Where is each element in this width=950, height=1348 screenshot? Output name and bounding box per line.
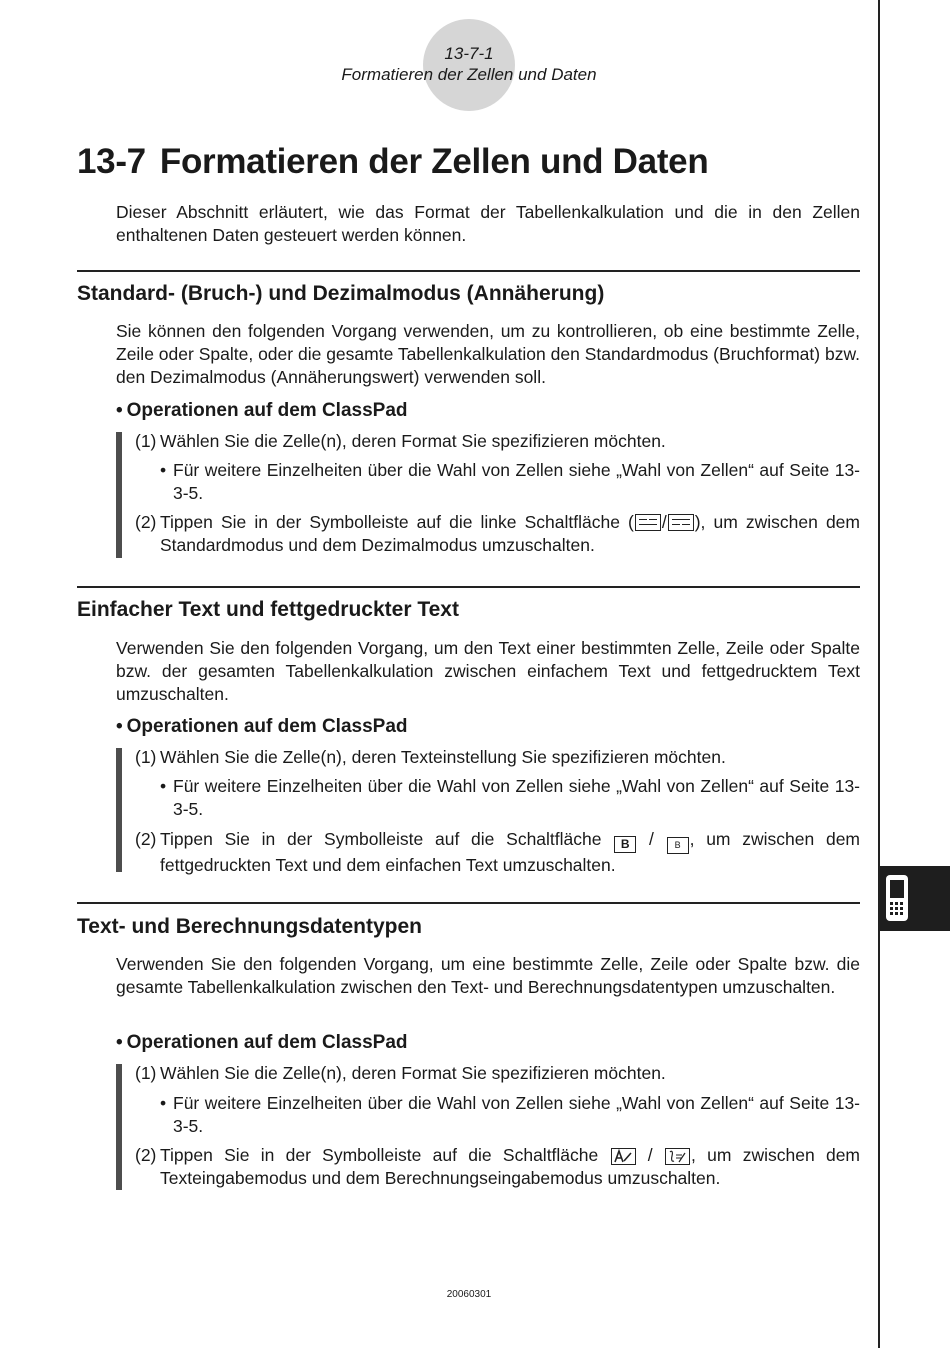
step-1 (135, 430, 860, 453)
sub-bullet: • (160, 460, 167, 480)
sub-bullet: • (160, 1093, 167, 1113)
step-number: (2) (135, 1145, 157, 1165)
calculation-entry-icon (665, 1148, 690, 1165)
steps-margin-bar (116, 1064, 122, 1190)
sub-note-text: Für weitere Einzelheiten über die Wahl von Zellen siehe „Wahl von Zellen“ auf Seite 13-3-5. (173, 776, 860, 819)
title-text: Formatieren der Zellen und Daten (159, 142, 709, 181)
steps-margin-bar (116, 432, 122, 558)
operations-heading (116, 716, 408, 738)
operations-heading-text: Operationen auf dem ClassPad (126, 1032, 408, 1053)
bullet: • (116, 1032, 123, 1053)
step-number: (2) (135, 512, 157, 532)
text-entry-icon (611, 1148, 636, 1165)
sub-note-text: Für weitere Einzelheiten über die Wahl von Zellen siehe „Wahl von Zellen“ auf Seite 13-3-5. (173, 1093, 860, 1136)
intro-paragraph: Dieser Abschnitt erläutert, wie das Format der Tabellenkalkulation und die in den Zellen enthaltenen Daten gesteuert werden können. (116, 202, 860, 245)
decimal-mode-icon (668, 514, 694, 531)
icon-separator: / (637, 829, 666, 849)
bold-text-icon: B (614, 836, 636, 853)
icon-separator: / (661, 512, 667, 532)
step-number: (1) (135, 431, 157, 451)
section-body: Sie können den folgenden Vorgang verwenden, um zu kontrollieren, ob eine bestimmte Zelle, Zeile oder Spalte, oder die gesamte Tabellenkalkulation den Standardmodus (Bruchformat) bzw. den Dezimalmodus (Annäherungswert) verwenden soll. (116, 321, 860, 387)
footer-code: 20060301 (446, 1289, 492, 1300)
section-heading: Text- und Berechnungsdatentypen (77, 915, 422, 938)
page-header (0, 0, 950, 120)
sub-note-text: Für weitere Einzelheiten über die Wahl von Zellen siehe „Wahl von Zellen“ auf Seite 13-3-5. (173, 460, 860, 503)
step-text-after: ), um zwischen dem Standardmodus und dem Dezimalmodus umzuschalten. (160, 512, 860, 555)
step-1 (135, 746, 860, 769)
step-sub-note (160, 775, 860, 821)
header-section-title: Formatieren der Zellen und Daten (341, 65, 597, 84)
section-divider (77, 586, 860, 588)
step-number: (1) (135, 747, 157, 767)
bullet: • (116, 716, 123, 737)
step-text-before: Tippen Sie in der Symbolleiste auf die Schaltfläche (160, 829, 614, 849)
operations-heading-text: Operationen auf dem ClassPad (126, 400, 408, 421)
calculator-icon (885, 874, 909, 922)
section-divider (77, 902, 860, 904)
step-number: (2) (135, 829, 157, 849)
section-heading: Standard- (Bruch-) und Dezimalmodus (Annäherung) (77, 282, 605, 305)
step-2 (135, 1144, 860, 1190)
bullet: • (116, 400, 123, 421)
title-number: 13-7 (77, 142, 146, 181)
right-margin-rule (878, 0, 880, 1348)
icon-separator: / (636, 1145, 664, 1165)
plain-text-icon: B (667, 837, 689, 854)
step-text: Wählen Sie die Zelle(n), deren Format Sie spezifizieren möchten. (160, 1063, 666, 1083)
page-title (77, 142, 708, 182)
sub-bullet: • (160, 776, 167, 796)
operations-heading-text: Operationen auf dem ClassPad (126, 716, 408, 737)
step-1 (135, 1062, 860, 1085)
section-body: Verwenden Sie den folgenden Vorgang, um eine bestimmte Zelle, Zeile oder Spalte bzw. die gesamte Tabellenkalkulation zwischen den Text- und Berechnungsdatentypen umzuschalten. (116, 954, 860, 997)
step-text-after: , um zwischen dem Texteingabemodus und dem Berechnungseingabemodus umzuschalten. (160, 1145, 860, 1188)
steps-margin-bar (116, 748, 122, 872)
step-text-after: , um zwischen dem fettgedruckten Text und dem einfachen Text umzuschalten. (160, 829, 861, 875)
step-sub-note (160, 1092, 860, 1138)
step-2 (135, 511, 860, 557)
operations-heading (116, 400, 408, 422)
section-divider (77, 270, 860, 272)
step-text (160, 828, 860, 877)
chapter-side-tab (880, 866, 950, 931)
operations-heading (116, 1032, 408, 1054)
step-text-before: Tippen Sie in der Symbolleiste auf die linke Schaltfläche ( (160, 512, 634, 532)
step-text-before: Tippen Sie in der Symbolleiste auf die Schaltfläche (160, 1145, 610, 1165)
fraction-mode-icon (635, 514, 661, 531)
section-body: Verwenden Sie den folgenden Vorgang, um den Text einer bestimmten Zelle, Zeile oder Spalte bzw. der gesamten Tabellenkalkulation zwischen einfachem Text und fettgedrucktem Text umzuschalten. (116, 638, 860, 704)
step-sub-note (160, 459, 860, 505)
step-text (160, 511, 860, 557)
step-text (160, 1144, 860, 1190)
section-heading: Einfacher Text und fettgedruckter Text (77, 598, 459, 621)
step-2 (135, 828, 860, 877)
header-section-number: 13-7-1 (444, 44, 494, 63)
step-text: Wählen Sie die Zelle(n), deren Format Sie spezifizieren möchten. (160, 431, 666, 451)
step-text: Wählen Sie die Zelle(n), deren Texteinstellung Sie spezifizieren möchten. (160, 747, 726, 767)
step-number: (1) (135, 1063, 157, 1083)
